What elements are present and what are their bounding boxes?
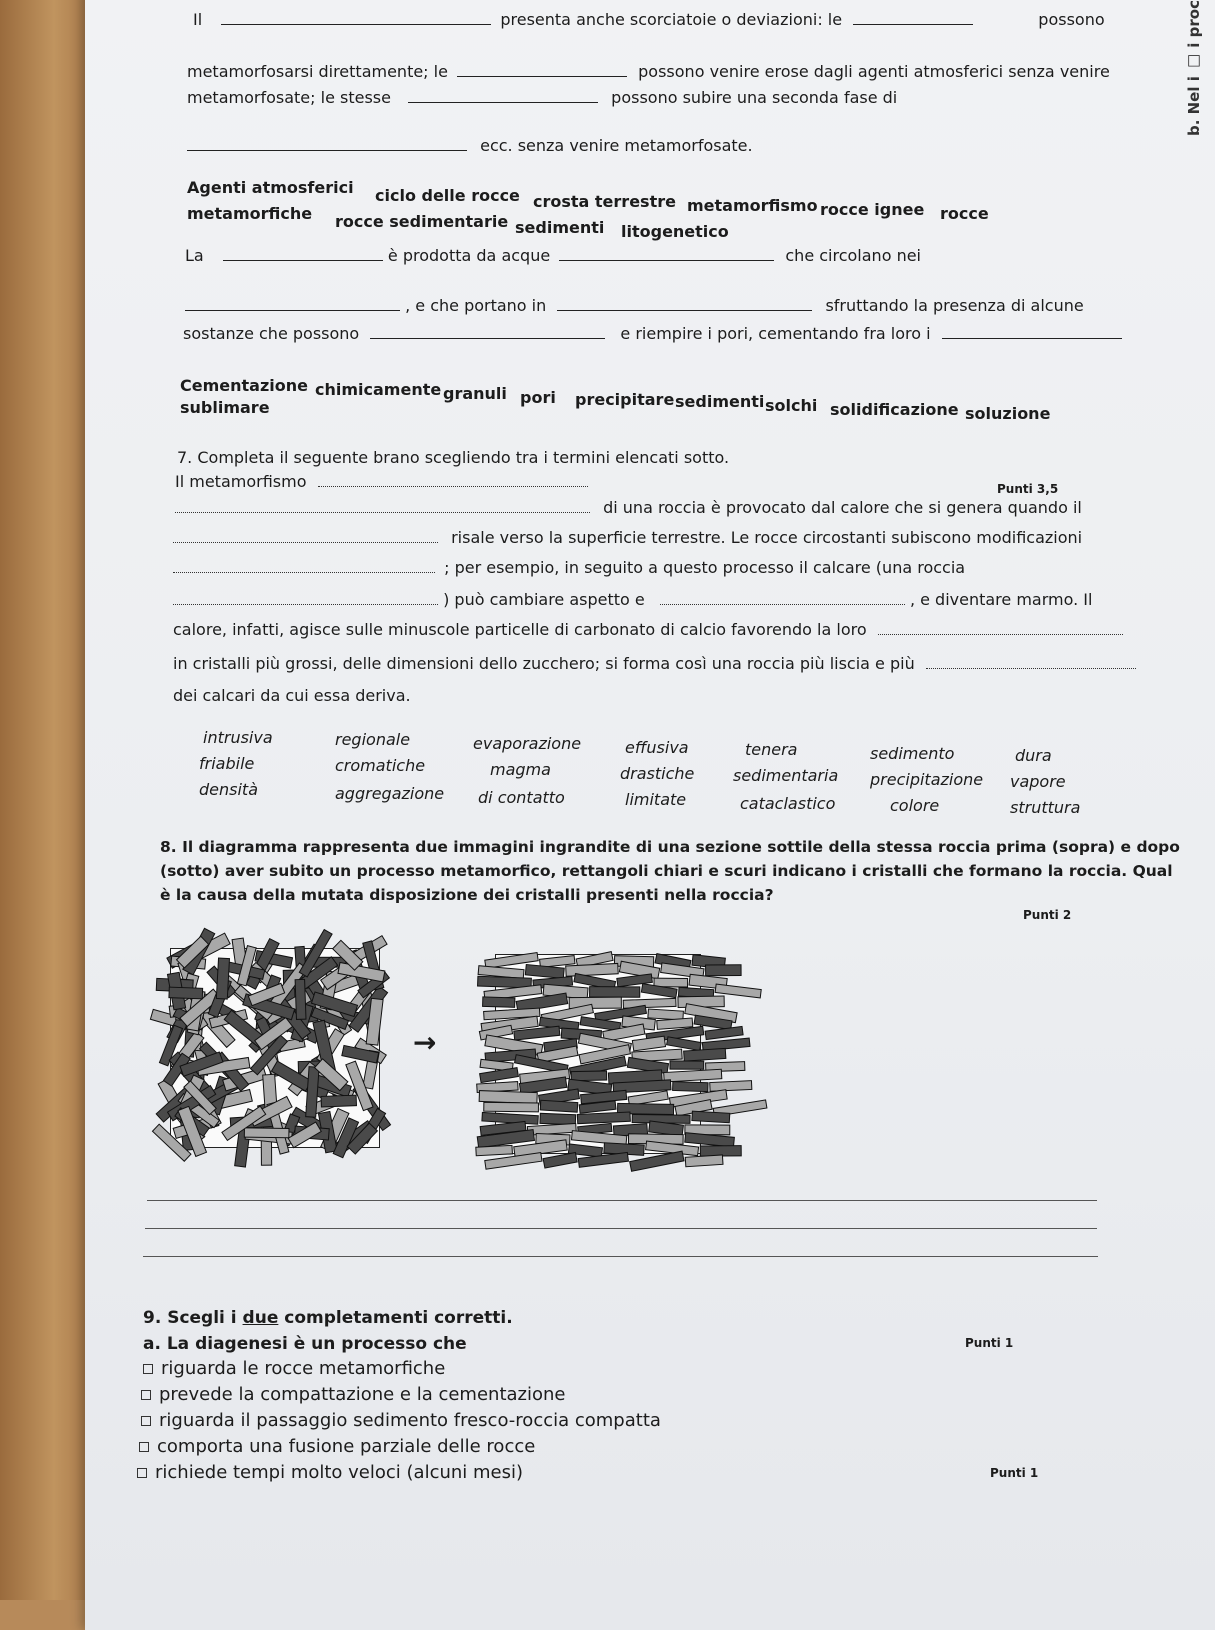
cement-text: e riempire i pori, cementando fra loro i: [620, 324, 931, 343]
crystal-aligned: [632, 1036, 665, 1051]
q9-option[interactable]: [141, 1410, 661, 1431]
q9-option[interactable]: [143, 1358, 445, 1379]
prev-text: possono subire una seconda fase di: [611, 88, 898, 107]
option-label: comporta una fusione parziale delle rocce: [157, 1436, 536, 1457]
crystal-aligned: [484, 1102, 539, 1111]
checkbox[interactable]: [141, 1390, 151, 1400]
q7-word: tenera: [745, 740, 798, 759]
blank[interactable]: [559, 259, 774, 261]
blank[interactable]: [173, 604, 438, 605]
q7-line-7: dei calcari da cui essa deriva.: [173, 686, 411, 705]
blank[interactable]: [187, 149, 467, 151]
crystal-random: [169, 987, 203, 999]
blank[interactable]: [557, 309, 812, 311]
bank1-item: metamorfismo: [687, 196, 818, 215]
q7-word: di contatto: [478, 788, 565, 807]
q7-line-1b: [175, 498, 1082, 517]
q7-line-6: [173, 654, 1136, 673]
q7-line-1: [175, 472, 588, 491]
q9-option[interactable]: [141, 1384, 566, 1405]
bank1-item: crosta terrestre: [533, 192, 676, 211]
crystal-aligned: [483, 997, 515, 1007]
bank2-item: soluzione: [965, 404, 1051, 423]
q7-text: ; per esempio, in seguito a questo processo il calcare (una roccia: [444, 558, 966, 577]
crystal-aligned: [710, 1081, 752, 1092]
prev-text: metamorfosarsi direttamente; le: [187, 62, 448, 81]
option-label: riguarda il passaggio sedimento fresco-roccia compatta: [159, 1410, 661, 1431]
crystal-aligned: [525, 964, 564, 978]
bank1-item: rocce sedimentarie: [335, 212, 509, 231]
bank1-item: litogenetico: [621, 222, 729, 241]
cement-text: che circolano nei: [785, 246, 921, 265]
q7-word: sedimento: [870, 744, 955, 763]
option-label: riguarda le rocce metamorfiche: [161, 1358, 446, 1379]
blank[interactable]: [370, 337, 605, 339]
bank1-item: metamorfiche: [187, 204, 313, 223]
checkbox[interactable]: [139, 1442, 149, 1452]
q7-word: sedimentaria: [733, 766, 839, 785]
worksheet-page: [85, 0, 1215, 1630]
q7-line-4: [173, 590, 1092, 609]
blank[interactable]: [223, 259, 383, 261]
crystal-aligned: [543, 1152, 577, 1168]
prev-line-1: [193, 10, 1105, 29]
crystal-aligned: [705, 1026, 743, 1039]
q7-text: calore, infatti, agisce sulle minuscole particelle di carbonato di calcio favorendo la loro: [173, 620, 867, 639]
q7-word: colore: [890, 796, 940, 815]
q7-text: in cristalli più grossi, delle dimensioni dello zucchero; si forma così una roccia più liscia e più: [173, 654, 915, 673]
crystal-random: [216, 958, 229, 999]
crystal-aligned: [476, 1145, 513, 1155]
bank2-item: Cementazione: [180, 376, 308, 395]
q7-word: dura: [1015, 746, 1052, 765]
q7-word: effusiva: [625, 738, 689, 757]
q7-line-2: [173, 528, 1082, 547]
prev-line-2: [187, 62, 1110, 81]
q7-word: magma: [490, 760, 551, 779]
crystal-aligned: [673, 1082, 708, 1092]
q9-option[interactable]: [139, 1436, 535, 1457]
bank2-item: sublimare: [180, 398, 270, 417]
crystal-aligned: [577, 1112, 630, 1124]
arrow-icon: →: [413, 1026, 437, 1059]
q9-points-b: Punti 1: [990, 1466, 1039, 1480]
q9-points-a: Punti 1: [965, 1336, 1014, 1350]
answer-line[interactable]: [145, 1228, 1097, 1229]
rock-after-diagram: [495, 954, 701, 1154]
prev-text: presenta anche scorciatoie o deviazioni: le: [500, 10, 843, 29]
q7-word: regionale: [335, 730, 411, 749]
bank2-item: chimicamente: [315, 380, 442, 399]
blank[interactable]: [173, 572, 435, 573]
bank2-item: precipitare: [575, 390, 675, 409]
q7-text: ) può cambiare aspetto e: [443, 590, 645, 609]
blank[interactable]: [318, 486, 588, 487]
crystal-aligned: [670, 1061, 704, 1069]
cement-text: è prodotta da acque: [387, 246, 551, 265]
crystal-aligned: [654, 978, 688, 987]
crystal-aligned: [478, 976, 532, 988]
q7-title: 7. Completa il seguente brano scegliendo tra i termini elencati sotto.: [177, 448, 730, 467]
crystal-aligned: [540, 1113, 576, 1124]
option-label: prevede la compattazione e la cementazione: [159, 1384, 566, 1405]
prev-text: metamorfosate; le stesse: [187, 88, 391, 107]
crystal-aligned: [482, 1112, 538, 1124]
crystal-before-svg: [171, 949, 379, 1147]
q7-word: cromatiche: [335, 756, 426, 775]
blank[interactable]: [408, 101, 598, 103]
crystal-aligned: [648, 1009, 684, 1020]
bank1-item: Agenti atmosferici: [187, 178, 354, 197]
q8-text-3: è la causa della mutata disposizione dei cristalli presenti nella roccia?: [160, 886, 774, 904]
bank2-item: solidificazione: [830, 400, 959, 419]
crystal-random: [244, 1128, 289, 1138]
option-label: richiede tempi molto veloci (alcuni mesi): [155, 1462, 524, 1483]
crystal-random: [295, 979, 306, 1019]
answer-line[interactable]: [147, 1200, 1097, 1201]
q7-line-3: [173, 558, 965, 577]
q7-line-5: [173, 620, 1123, 639]
crystal-aligned: [571, 1071, 607, 1081]
rock-before-diagram: [170, 948, 380, 1148]
q7-text: , e diventare marmo. Il: [909, 590, 1093, 609]
bank2-item: pori: [520, 388, 556, 407]
q7-word: friabile: [199, 754, 255, 773]
answer-line[interactable]: [143, 1256, 1098, 1257]
bank1-item: ciclo delle rocce: [375, 186, 520, 205]
q7-text: Il metamorfismo: [175, 472, 307, 491]
bank1-item: sedimenti: [515, 218, 605, 237]
table-surface: [0, 0, 90, 1600]
q9-title-underline: due: [242, 1308, 279, 1328]
blank[interactable]: [942, 337, 1122, 339]
cement-line-2: [185, 296, 1084, 315]
q8-text-2: (sotto) aver subito un processo metamorfico, rettangoli chiari e scuri indicano i cristalli che formano la roccia. Qual: [160, 862, 1173, 880]
q8-points: Punti 2: [1023, 908, 1072, 922]
blank[interactable]: [926, 668, 1136, 669]
blank[interactable]: [878, 634, 1123, 635]
q7-word: densità: [199, 780, 258, 799]
crystal-after-svg: [496, 955, 700, 1153]
crystal-aligned: [692, 1111, 730, 1123]
q7-text: di una roccia è provocato dal calore che si genera quando il: [603, 498, 1082, 517]
crystal-aligned: [566, 963, 619, 976]
q7-points: Punti 3,5: [997, 482, 1059, 496]
prev-text: ecc. senza venire metamorfosate.: [480, 136, 753, 155]
crystal-aligned: [678, 996, 724, 1008]
q8-text-1: 8. Il diagramma rappresenta due immagini ingrandite di una sezione sottile della stessa roccia prima (sopra) e dopo: [160, 838, 1180, 856]
crystal-aligned: [664, 1069, 722, 1082]
bank1-item: rocce ignee: [820, 200, 925, 219]
crystal-aligned: [623, 998, 676, 1008]
q9-title-text: 9. Scegli i: [143, 1308, 237, 1328]
blank[interactable]: [173, 542, 438, 543]
blank[interactable]: [853, 23, 973, 25]
prev-line-4: [187, 136, 753, 155]
cement-text: , e che portano in: [405, 296, 547, 315]
crystal-aligned: [667, 1037, 701, 1051]
prev-line-3: [187, 88, 897, 107]
checkbox[interactable]: [137, 1468, 147, 1478]
crystal-random: [321, 1095, 356, 1107]
bank1-item: rocce: [940, 204, 989, 223]
cement-text: sfruttando la presenza di alcune: [825, 296, 1084, 315]
blank[interactable]: [175, 512, 590, 513]
crystal-aligned: [540, 1100, 578, 1112]
blank[interactable]: [457, 75, 627, 77]
crystal-aligned: [657, 1018, 693, 1029]
crystal-aligned: [684, 1048, 726, 1061]
cement-line-3: [183, 324, 1122, 343]
crystal-aligned: [479, 1091, 537, 1104]
q7-word: vapore: [1010, 772, 1066, 791]
bank2-item: sedimenti: [675, 392, 765, 411]
checkbox[interactable]: [141, 1416, 151, 1426]
cement-text: sostanze che possono: [183, 324, 360, 343]
bank2-item: granuli: [443, 384, 507, 403]
q9-title: [143, 1308, 513, 1328]
q7-text: risale verso la superficie terrestre. Le rocce circostanti subiscono modificazioni: [451, 528, 1083, 547]
q7-word: aggregazione: [335, 784, 445, 803]
q7-word: evaporazione: [473, 734, 582, 753]
cement-line-1: [185, 246, 921, 265]
q7-word: intrusiva: [203, 728, 273, 747]
crystal-aligned: [685, 1155, 723, 1167]
q7-word: drastiche: [620, 764, 695, 783]
blank[interactable]: [221, 23, 491, 25]
prev-text: Il: [193, 10, 203, 29]
q9-option[interactable]: [137, 1462, 523, 1483]
prev-text: possono venire erose dagli agenti atmosferici senza venire: [638, 62, 1110, 81]
q7-word: cataclastico: [740, 794, 836, 813]
checkbox[interactable]: [143, 1364, 153, 1374]
blank[interactable]: [185, 309, 400, 311]
edge-cut-text: b. Nel i □ i proc: [1185, 0, 1203, 137]
cement-text: La: [185, 246, 204, 265]
crystal-aligned: [590, 987, 640, 998]
q9-title-text: completamenti corretti.: [284, 1308, 513, 1328]
q9-subtitle: a. La diagenesi è un processo che: [143, 1334, 467, 1354]
crystal-aligned: [527, 1123, 576, 1135]
crystal-aligned: [706, 965, 742, 976]
q7-word: limitate: [625, 790, 687, 809]
q7-word: struttura: [1010, 798, 1081, 817]
bank2-item: solchi: [765, 396, 818, 415]
prev-text: possono: [1038, 10, 1105, 29]
blank[interactable]: [660, 604, 905, 605]
q7-word: precipitazione: [870, 770, 984, 789]
